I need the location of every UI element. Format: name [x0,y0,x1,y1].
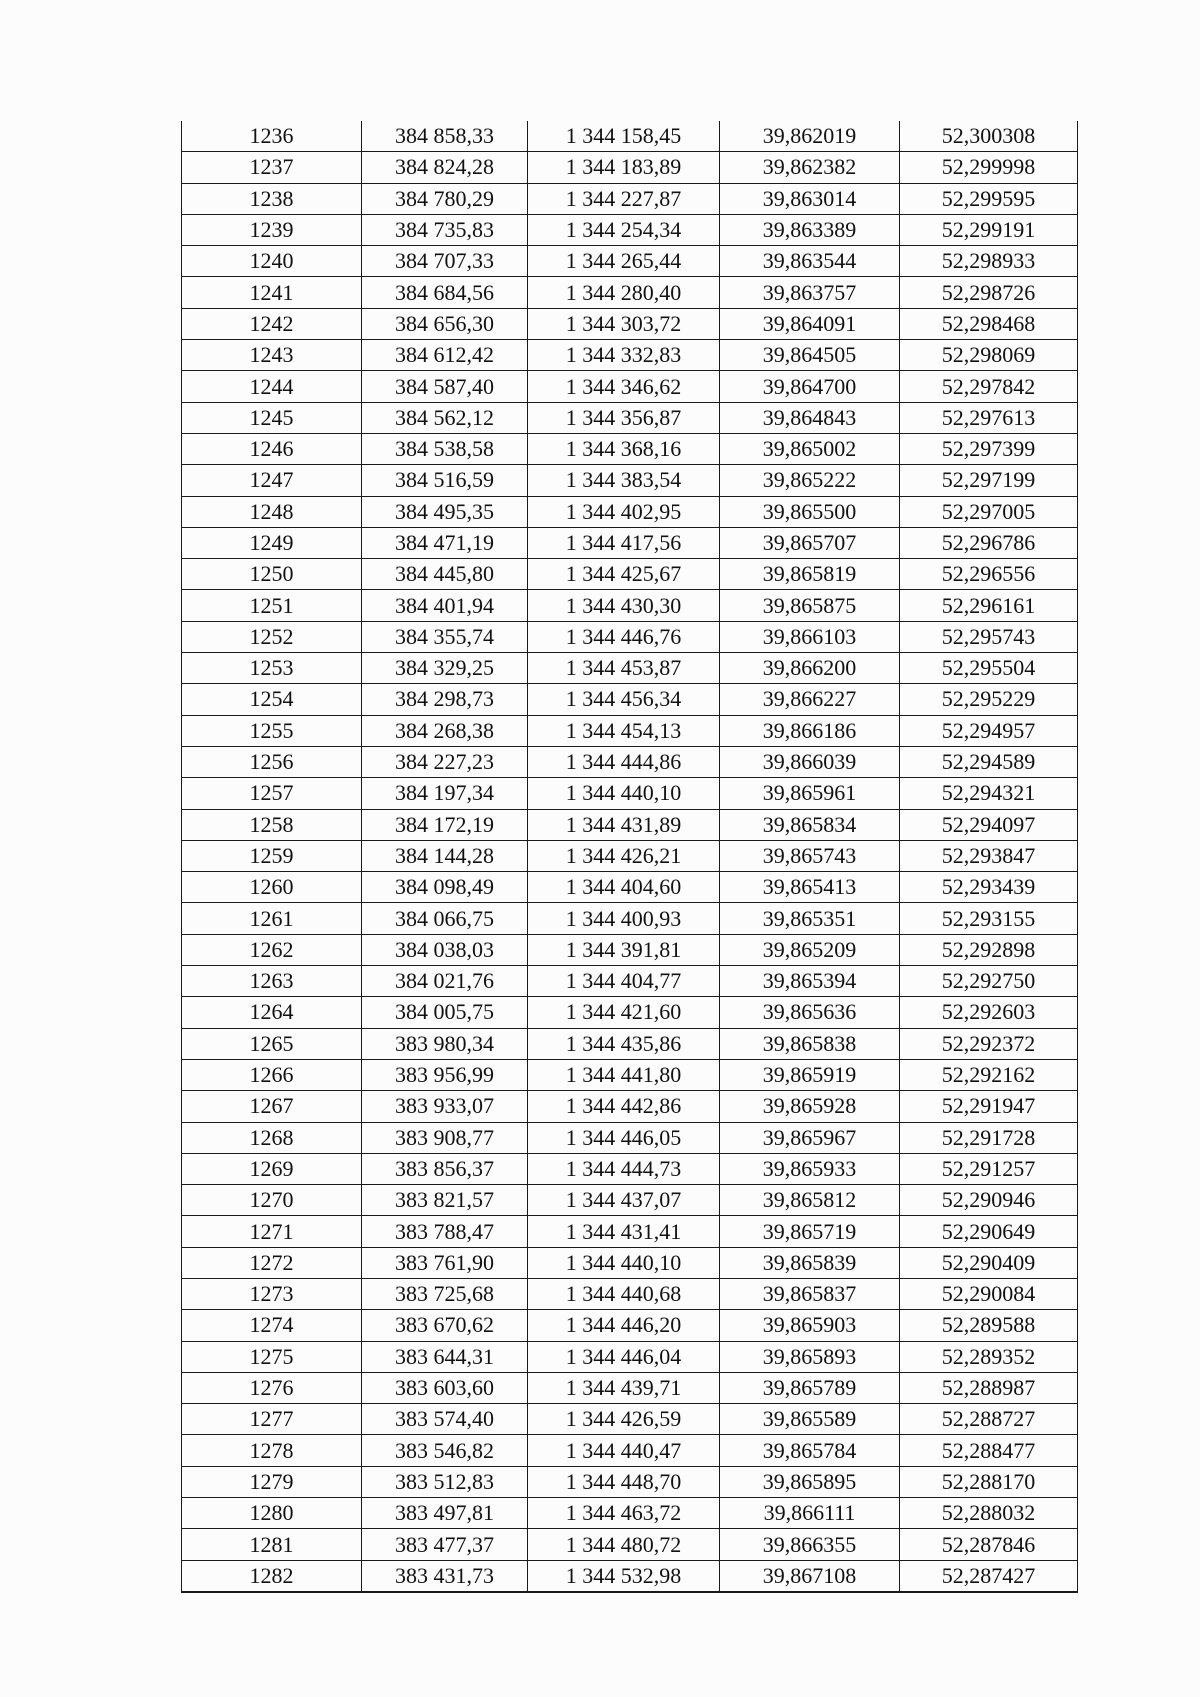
table-row [182,465,1078,496]
x-coordinate-cell: 383 725,68 [362,1278,528,1309]
y-coordinate-cell: 1 344 440,68 [528,1278,720,1309]
longitude-cell: 39,866200 [720,653,900,684]
table-row [182,1341,1078,1372]
latitude-cell: 52,296161 [900,590,1078,621]
table-row [182,1247,1078,1278]
latitude-cell: 52,294321 [900,778,1078,809]
table-row [182,590,1078,621]
table-row [182,1498,1078,1529]
y-coordinate-cell: 1 344 430,30 [528,590,720,621]
latitude-cell: 52,292898 [900,934,1078,965]
longitude-cell: 39,862019 [720,121,900,152]
x-coordinate-cell: 384 684,56 [362,277,528,308]
latitude-cell: 52,296786 [900,527,1078,558]
point-number-cell: 1252 [182,621,362,652]
point-number-cell: 1246 [182,433,362,464]
x-coordinate-cell: 384 355,74 [362,621,528,652]
y-coordinate-cell: 1 344 254,34 [528,214,720,245]
x-coordinate-cell: 384 562,12 [362,402,528,433]
point-number-cell: 1251 [182,590,362,621]
y-coordinate-cell: 1 344 425,67 [528,559,720,590]
table-row [182,559,1078,590]
longitude-cell: 39,865743 [720,840,900,871]
x-coordinate-cell: 384 780,29 [362,183,528,214]
point-number-cell: 1277 [182,1404,362,1435]
y-coordinate-cell: 1 344 456,34 [528,684,720,715]
latitude-cell: 52,297613 [900,402,1078,433]
x-coordinate-cell: 384 656,30 [362,308,528,339]
longitude-cell: 39,865719 [720,1216,900,1247]
x-coordinate-cell: 384 038,03 [362,934,528,965]
x-coordinate-cell: 383 856,37 [362,1153,528,1184]
point-number-cell: 1267 [182,1091,362,1122]
latitude-cell: 52,295229 [900,684,1078,715]
y-coordinate-cell: 1 344 444,86 [528,746,720,777]
latitude-cell: 52,290084 [900,1278,1078,1309]
table-row [182,934,1078,965]
x-coordinate-cell: 384 707,33 [362,246,528,277]
point-number-cell: 1263 [182,966,362,997]
table-row [182,246,1078,277]
latitude-cell: 52,291947 [900,1091,1078,1122]
y-coordinate-cell: 1 344 437,07 [528,1185,720,1216]
y-coordinate-cell: 1 344 280,40 [528,277,720,308]
y-coordinate-cell: 1 344 356,87 [528,402,720,433]
y-coordinate-cell: 1 344 431,41 [528,1216,720,1247]
longitude-cell: 39,865933 [720,1153,900,1184]
longitude-cell: 39,865209 [720,934,900,965]
latitude-cell: 52,298933 [900,246,1078,277]
point-number-cell: 1272 [182,1247,362,1278]
latitude-cell: 52,290649 [900,1216,1078,1247]
point-number-cell: 1254 [182,684,362,715]
latitude-cell: 52,288032 [900,1498,1078,1529]
y-coordinate-cell: 1 344 346,62 [528,371,720,402]
latitude-cell: 52,295743 [900,621,1078,652]
point-number-cell: 1249 [182,527,362,558]
table-row [182,527,1078,558]
point-number-cell: 1282 [182,1560,362,1592]
table-row [182,1091,1078,1122]
longitude-cell: 39,865919 [720,1059,900,1090]
x-coordinate-cell: 383 933,07 [362,1091,528,1122]
point-number-cell: 1279 [182,1466,362,1497]
y-coordinate-cell: 1 344 402,95 [528,496,720,527]
y-coordinate-cell: 1 344 368,16 [528,433,720,464]
point-number-cell: 1260 [182,872,362,903]
longitude-cell: 39,865834 [720,809,900,840]
point-number-cell: 1236 [182,121,362,152]
latitude-cell: 52,290946 [900,1185,1078,1216]
longitude-cell: 39,865222 [720,465,900,496]
longitude-cell: 39,864091 [720,308,900,339]
table-row [182,966,1078,997]
table-row [182,371,1078,402]
x-coordinate-cell: 383 761,90 [362,1247,528,1278]
point-number-cell: 1266 [182,1059,362,1090]
latitude-cell: 52,294957 [900,715,1078,746]
latitude-cell: 52,288477 [900,1435,1078,1466]
y-coordinate-cell: 1 344 417,56 [528,527,720,558]
y-coordinate-cell: 1 344 265,44 [528,246,720,277]
y-coordinate-cell: 1 344 440,47 [528,1435,720,1466]
longitude-cell: 39,865500 [720,496,900,527]
y-coordinate-cell: 1 344 444,73 [528,1153,720,1184]
x-coordinate-cell: 384 227,23 [362,746,528,777]
x-coordinate-cell: 383 512,83 [362,1466,528,1497]
table-row [182,1435,1078,1466]
y-coordinate-cell: 1 344 391,81 [528,934,720,965]
x-coordinate-cell: 384 516,59 [362,465,528,496]
table-row [182,433,1078,464]
y-coordinate-cell: 1 344 404,77 [528,966,720,997]
table-row [182,653,1078,684]
point-number-cell: 1281 [182,1529,362,1560]
y-coordinate-cell: 1 344 183,89 [528,152,720,183]
table-row [182,715,1078,746]
y-coordinate-cell: 1 344 480,72 [528,1529,720,1560]
y-coordinate-cell: 1 344 332,83 [528,340,720,371]
latitude-cell: 52,297005 [900,496,1078,527]
latitude-cell: 52,292162 [900,1059,1078,1090]
point-number-cell: 1244 [182,371,362,402]
longitude-cell: 39,865819 [720,559,900,590]
table-row [182,621,1078,652]
table-row [182,214,1078,245]
latitude-cell: 52,295504 [900,653,1078,684]
table-row [182,496,1078,527]
x-coordinate-cell: 384 471,19 [362,527,528,558]
table-row [182,778,1078,809]
table-row [182,1466,1078,1497]
point-number-cell: 1243 [182,340,362,371]
longitude-cell: 39,864700 [720,371,900,402]
x-coordinate-cell: 384 298,73 [362,684,528,715]
x-coordinate-cell: 384 098,49 [362,872,528,903]
y-coordinate-cell: 1 344 446,04 [528,1341,720,1372]
longitude-cell: 39,865928 [720,1091,900,1122]
table-row [182,1372,1078,1403]
y-coordinate-cell: 1 344 446,20 [528,1310,720,1341]
longitude-cell: 39,866111 [720,1498,900,1529]
x-coordinate-cell: 384 329,25 [362,653,528,684]
latitude-cell: 52,298069 [900,340,1078,371]
point-number-cell: 1265 [182,1028,362,1059]
x-coordinate-cell: 383 603,60 [362,1372,528,1403]
longitude-cell: 39,863757 [720,277,900,308]
latitude-cell: 52,297399 [900,433,1078,464]
longitude-cell: 39,862382 [720,152,900,183]
x-coordinate-cell: 383 788,47 [362,1216,528,1247]
longitude-cell: 39,865784 [720,1435,900,1466]
y-coordinate-cell: 1 344 426,21 [528,840,720,871]
x-coordinate-cell: 384 538,58 [362,433,528,464]
x-coordinate-cell: 384 144,28 [362,840,528,871]
table-row [182,1216,1078,1247]
longitude-cell: 39,865839 [720,1247,900,1278]
longitude-cell: 39,865961 [720,778,900,809]
table-row [182,183,1078,214]
point-number-cell: 1240 [182,246,362,277]
point-number-cell: 1278 [182,1435,362,1466]
latitude-cell: 52,299998 [900,152,1078,183]
table-row [182,1278,1078,1309]
longitude-cell: 39,865895 [720,1466,900,1497]
y-coordinate-cell: 1 344 227,87 [528,183,720,214]
table-row [182,903,1078,934]
point-number-cell: 1247 [182,465,362,496]
longitude-cell: 39,865875 [720,590,900,621]
x-coordinate-cell: 383 670,62 [362,1310,528,1341]
latitude-cell: 52,288727 [900,1404,1078,1435]
point-number-cell: 1255 [182,715,362,746]
latitude-cell: 52,287427 [900,1560,1078,1592]
y-coordinate-cell: 1 344 421,60 [528,997,720,1028]
longitude-cell: 39,865413 [720,872,900,903]
longitude-cell: 39,867108 [720,1560,900,1592]
table-row [182,277,1078,308]
table-row [182,1310,1078,1341]
x-coordinate-cell: 384 858,33 [362,121,528,152]
table-row [182,402,1078,433]
table-row [182,121,1078,152]
x-coordinate-cell: 384 495,35 [362,496,528,527]
longitude-cell: 39,865812 [720,1185,900,1216]
table-row [182,1404,1078,1435]
longitude-cell: 39,866355 [720,1529,900,1560]
latitude-cell: 52,287846 [900,1529,1078,1560]
longitude-cell: 39,866103 [720,621,900,652]
x-coordinate-cell: 384 401,94 [362,590,528,621]
y-coordinate-cell: 1 344 454,13 [528,715,720,746]
point-number-cell: 1238 [182,183,362,214]
latitude-cell: 52,298468 [900,308,1078,339]
point-number-cell: 1269 [182,1153,362,1184]
x-coordinate-cell: 384 445,80 [362,559,528,590]
y-coordinate-cell: 1 344 383,54 [528,465,720,496]
latitude-cell: 52,292750 [900,966,1078,997]
latitude-cell: 52,293155 [900,903,1078,934]
latitude-cell: 52,296556 [900,559,1078,590]
y-coordinate-cell: 1 344 431,89 [528,809,720,840]
x-coordinate-cell: 383 644,31 [362,1341,528,1372]
y-coordinate-cell: 1 344 435,86 [528,1028,720,1059]
point-number-cell: 1270 [182,1185,362,1216]
table-row [182,340,1078,371]
x-coordinate-cell: 383 908,77 [362,1122,528,1153]
x-coordinate-cell: 384 587,40 [362,371,528,402]
table-row [182,1185,1078,1216]
point-number-cell: 1257 [182,778,362,809]
latitude-cell: 52,288170 [900,1466,1078,1497]
coordinates-table [181,121,1078,1593]
x-coordinate-cell: 383 956,99 [362,1059,528,1090]
latitude-cell: 52,297842 [900,371,1078,402]
x-coordinate-cell: 383 477,37 [362,1529,528,1560]
y-coordinate-cell: 1 344 400,93 [528,903,720,934]
longitude-cell: 39,865707 [720,527,900,558]
x-coordinate-cell: 384 824,28 [362,152,528,183]
longitude-cell: 39,865967 [720,1122,900,1153]
y-coordinate-cell: 1 344 463,72 [528,1498,720,1529]
latitude-cell: 52,294097 [900,809,1078,840]
longitude-cell: 39,865903 [720,1310,900,1341]
point-number-cell: 1239 [182,214,362,245]
y-coordinate-cell: 1 344 446,05 [528,1122,720,1153]
longitude-cell: 39,864843 [720,402,900,433]
latitude-cell: 52,292372 [900,1028,1078,1059]
y-coordinate-cell: 1 344 404,60 [528,872,720,903]
y-coordinate-cell: 1 344 453,87 [528,653,720,684]
longitude-cell: 39,863544 [720,246,900,277]
table-row [182,308,1078,339]
point-number-cell: 1264 [182,997,362,1028]
y-coordinate-cell: 1 344 426,59 [528,1404,720,1435]
point-number-cell: 1280 [182,1498,362,1529]
point-number-cell: 1268 [182,1122,362,1153]
x-coordinate-cell: 383 980,34 [362,1028,528,1059]
latitude-cell: 52,298726 [900,277,1078,308]
table-row [182,1122,1078,1153]
latitude-cell: 52,293847 [900,840,1078,871]
table-row [182,840,1078,871]
point-number-cell: 1237 [182,152,362,183]
longitude-cell: 39,866227 [720,684,900,715]
latitude-cell: 52,299191 [900,214,1078,245]
point-number-cell: 1273 [182,1278,362,1309]
longitude-cell: 39,865636 [720,997,900,1028]
table-row [182,1153,1078,1184]
table-row [182,1560,1078,1592]
point-number-cell: 1258 [182,809,362,840]
table-row [182,684,1078,715]
point-number-cell: 1271 [182,1216,362,1247]
y-coordinate-cell: 1 344 441,80 [528,1059,720,1090]
longitude-cell: 39,864505 [720,340,900,371]
table-row [182,746,1078,777]
longitude-cell: 39,865351 [720,903,900,934]
latitude-cell: 52,291257 [900,1153,1078,1184]
point-number-cell: 1248 [182,496,362,527]
x-coordinate-cell: 384 268,38 [362,715,528,746]
point-number-cell: 1245 [182,402,362,433]
point-number-cell: 1262 [182,934,362,965]
latitude-cell: 52,297199 [900,465,1078,496]
table-row [182,1529,1078,1560]
y-coordinate-cell: 1 344 440,10 [528,1247,720,1278]
y-coordinate-cell: 1 344 158,45 [528,121,720,152]
longitude-cell: 39,865789 [720,1372,900,1403]
x-coordinate-cell: 383 431,73 [362,1560,528,1592]
x-coordinate-cell: 383 497,81 [362,1498,528,1529]
y-coordinate-cell: 1 344 440,10 [528,778,720,809]
x-coordinate-cell: 384 612,42 [362,340,528,371]
longitude-cell: 39,865893 [720,1341,900,1372]
y-coordinate-cell: 1 344 448,70 [528,1466,720,1497]
x-coordinate-cell: 383 821,57 [362,1185,528,1216]
longitude-cell: 39,865838 [720,1028,900,1059]
point-number-cell: 1250 [182,559,362,590]
y-coordinate-cell: 1 344 532,98 [528,1560,720,1592]
x-coordinate-cell: 383 574,40 [362,1404,528,1435]
longitude-cell: 39,863389 [720,214,900,245]
table-row [182,997,1078,1028]
x-coordinate-cell: 384 005,75 [362,997,528,1028]
latitude-cell: 52,289588 [900,1310,1078,1341]
latitude-cell: 52,293439 [900,872,1078,903]
longitude-cell: 39,866186 [720,715,900,746]
table-row [182,872,1078,903]
x-coordinate-cell: 384 066,75 [362,903,528,934]
x-coordinate-cell: 384 735,83 [362,214,528,245]
point-number-cell: 1259 [182,840,362,871]
x-coordinate-cell: 383 546,82 [362,1435,528,1466]
longitude-cell: 39,866039 [720,746,900,777]
point-number-cell: 1276 [182,1372,362,1403]
y-coordinate-cell: 1 344 303,72 [528,308,720,339]
coordinates-table-body [182,121,1078,1592]
latitude-cell: 52,288987 [900,1372,1078,1403]
x-coordinate-cell: 384 172,19 [362,809,528,840]
point-number-cell: 1256 [182,746,362,777]
latitude-cell: 52,291728 [900,1122,1078,1153]
point-number-cell: 1261 [182,903,362,934]
y-coordinate-cell: 1 344 442,86 [528,1091,720,1122]
longitude-cell: 39,865394 [720,966,900,997]
point-number-cell: 1242 [182,308,362,339]
latitude-cell: 52,294589 [900,746,1078,777]
latitude-cell: 52,300308 [900,121,1078,152]
y-coordinate-cell: 1 344 439,71 [528,1372,720,1403]
latitude-cell: 52,290409 [900,1247,1078,1278]
table-row [182,1059,1078,1090]
latitude-cell: 52,292603 [900,997,1078,1028]
point-number-cell: 1274 [182,1310,362,1341]
table-row [182,1028,1078,1059]
longitude-cell: 39,863014 [720,183,900,214]
longitude-cell: 39,865589 [720,1404,900,1435]
point-number-cell: 1241 [182,277,362,308]
table-row [182,152,1078,183]
y-coordinate-cell: 1 344 446,76 [528,621,720,652]
latitude-cell: 52,299595 [900,183,1078,214]
point-number-cell: 1275 [182,1341,362,1372]
x-coordinate-cell: 384 021,76 [362,966,528,997]
point-number-cell: 1253 [182,653,362,684]
longitude-cell: 39,865002 [720,433,900,464]
longitude-cell: 39,865837 [720,1278,900,1309]
x-coordinate-cell: 384 197,34 [362,778,528,809]
latitude-cell: 52,289352 [900,1341,1078,1372]
table-row [182,809,1078,840]
